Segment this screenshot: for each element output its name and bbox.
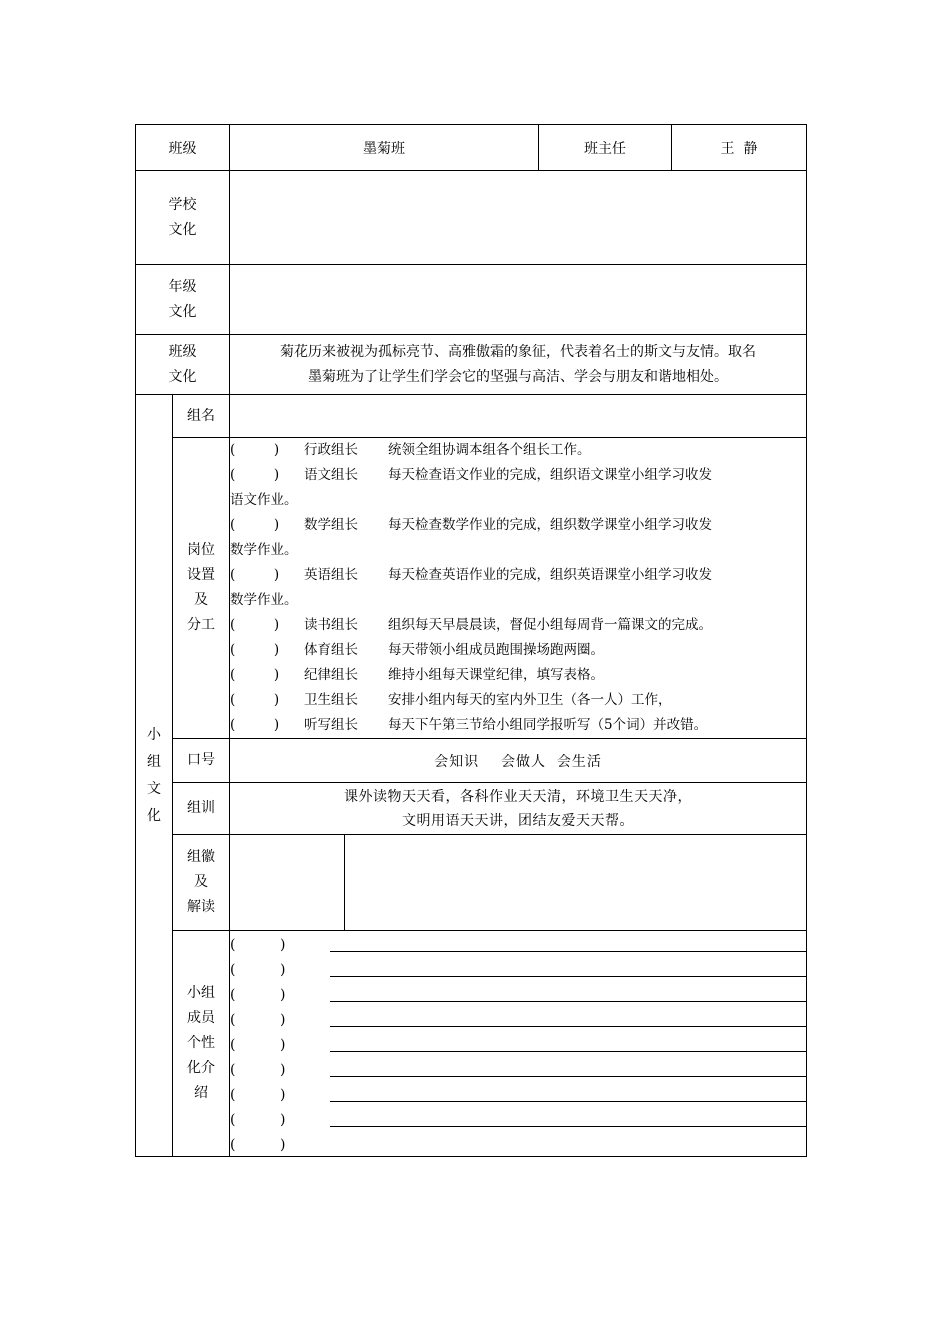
- position-item: ( ) 读书组长 组织每天早晨晨读，督促小组每周背一篇课文的完成。: [230, 617, 712, 633]
- member-row: ( ): [230, 956, 806, 981]
- group-name-row: [136, 395, 807, 438]
- class-culture-text: [230, 335, 807, 395]
- member-intro-line[interactable]: [330, 1056, 806, 1077]
- header-row: [136, 125, 807, 171]
- slogan-row: [136, 739, 807, 783]
- emblem-label-line-1: 组徽: [187, 849, 215, 865]
- school-culture-label-line-2: 文化: [168, 221, 197, 238]
- position-item-continuation: 语文作业。: [230, 492, 298, 508]
- motto-line-1: 课外读物天天看，各科作业天天清，环境卫生天天净，: [344, 788, 692, 805]
- emblem-label: [173, 835, 230, 931]
- members-label-line-1: 小组: [187, 985, 215, 1001]
- group-culture-char-4: 化: [147, 807, 161, 824]
- position-item: ( ) 语文组长 每天检查语文作业的完成，组织语文课堂小组学习收发: [230, 467, 712, 483]
- group-culture-char-1: 小: [147, 726, 161, 743]
- emblem-row: [136, 835, 807, 931]
- position-item: ( ) 纪律组长 维持小组每天课堂纪律，填写表格。: [230, 667, 604, 683]
- member-intro-line[interactable]: [330, 1081, 806, 1102]
- grade-culture-label: [136, 265, 230, 335]
- member-row: ( ): [230, 931, 806, 956]
- grade-culture-label-line-1: 年级: [168, 278, 197, 295]
- class-label: 班级: [136, 125, 230, 171]
- member-intro-line[interactable]: [330, 1006, 806, 1027]
- group-culture-char-2: 组: [147, 753, 161, 770]
- members-label-line-5: 绍: [194, 1085, 208, 1101]
- motto-label: 组训: [173, 783, 230, 835]
- member-row: ( ): [230, 1081, 806, 1106]
- class-culture-line-1: 菊花历来被视为孤标亮节、高雅傲霜的象征，代表着名士的斯文与友情。取名: [280, 343, 756, 360]
- slogan-label: 口号: [173, 739, 230, 783]
- member-row: ( ): [230, 1106, 806, 1131]
- member-row: ( ): [230, 1006, 806, 1031]
- teacher-name: 王 静: [672, 125, 807, 171]
- position-item: ( ) 英语组长 每天检查英语作业的完成，组织英语课堂小组学习收发: [230, 567, 712, 583]
- class-name: 墨菊班: [230, 125, 539, 171]
- class-culture-form: [135, 124, 807, 1157]
- position-item: ( ) 体育组长 每天带领小组成员跑围操场跑两圈。: [230, 642, 604, 658]
- member-intro-line[interactable]: [330, 931, 806, 952]
- school-culture-row: [136, 171, 807, 265]
- positions-label-line-3: 及: [194, 592, 208, 608]
- position-item-continuation: 数学作业。: [230, 542, 298, 558]
- school-culture-label-line-1: 学校: [168, 196, 197, 213]
- class-culture-label: [136, 335, 230, 395]
- member-row: ( ): [230, 981, 806, 1006]
- emblem-drawing-area[interactable]: [230, 835, 345, 931]
- members-row: [136, 931, 807, 1157]
- group-culture-label: [136, 395, 173, 1157]
- member-row: ( ): [230, 1031, 806, 1056]
- position-item: ( ) 行政组长 统领全组协调本组各个组长工作。: [230, 442, 591, 458]
- position-item: ( ) 卫生组长 安排小组内每天的室内外卫生（各一人）工作，: [230, 692, 672, 708]
- members-label-line-2: 成员: [187, 1010, 215, 1026]
- class-culture-label-line-2: 文化: [168, 368, 197, 385]
- school-culture-content[interactable]: [230, 171, 807, 265]
- slogan-text: 会知识 会做人 会生活: [230, 739, 807, 783]
- motto-line-2: 文明用语天天讲，团结友爱天天帮。: [402, 812, 634, 829]
- class-culture-label-line-1: 班级: [168, 343, 197, 360]
- members-label-line-3: 个性: [187, 1035, 215, 1051]
- group-name-label: 组名: [173, 395, 230, 438]
- school-culture-label: [136, 171, 230, 265]
- position-item: ( ) 数学组长 每天检查数学作业的完成，组织数学课堂小组学习收发: [230, 517, 712, 533]
- members-label-line-4: 化介: [187, 1060, 215, 1076]
- grade-culture-label-line-2: 文化: [168, 303, 197, 320]
- group-culture-char-3: 文: [147, 780, 161, 797]
- positions-row: [136, 438, 807, 739]
- member-intro-line[interactable]: [330, 1031, 806, 1052]
- position-item: ( ) 听写组长 每天下午第三节给小组同学报听写（5个词）并改错。: [230, 717, 708, 733]
- member-intro-line[interactable]: [330, 956, 806, 977]
- member-intro-line[interactable]: [330, 1106, 806, 1127]
- emblem-explanation-area[interactable]: [345, 835, 807, 931]
- position-item-continuation: 数学作业。: [230, 592, 298, 608]
- emblem-label-line-2: 及: [194, 874, 208, 890]
- teacher-label: 班主任: [539, 125, 672, 171]
- grade-culture-row: [136, 265, 807, 335]
- class-culture-line-2: 墨菊班为了让学生们学会它的坚强与高洁、学会与朋友和谐地相处。: [308, 368, 728, 385]
- class-culture-row: [136, 335, 807, 395]
- positions-label-line-4: 分工: [187, 617, 215, 633]
- grade-culture-content[interactable]: [230, 265, 807, 335]
- member-row: ( ): [230, 1137, 286, 1153]
- group-name-field[interactable]: [230, 395, 807, 438]
- emblem-label-line-3: 解读: [187, 899, 215, 915]
- motto-row: [136, 783, 807, 835]
- member-intro-line[interactable]: [330, 981, 806, 1002]
- positions-label-line-1: 岗位: [187, 542, 215, 558]
- positions-list: [230, 438, 807, 739]
- motto-text: [230, 783, 807, 835]
- members-label: [173, 931, 230, 1157]
- member-row: ( ): [230, 1056, 806, 1081]
- positions-label: [173, 438, 230, 739]
- positions-label-line-2: 设置: [187, 567, 215, 583]
- members-list: [230, 931, 807, 1157]
